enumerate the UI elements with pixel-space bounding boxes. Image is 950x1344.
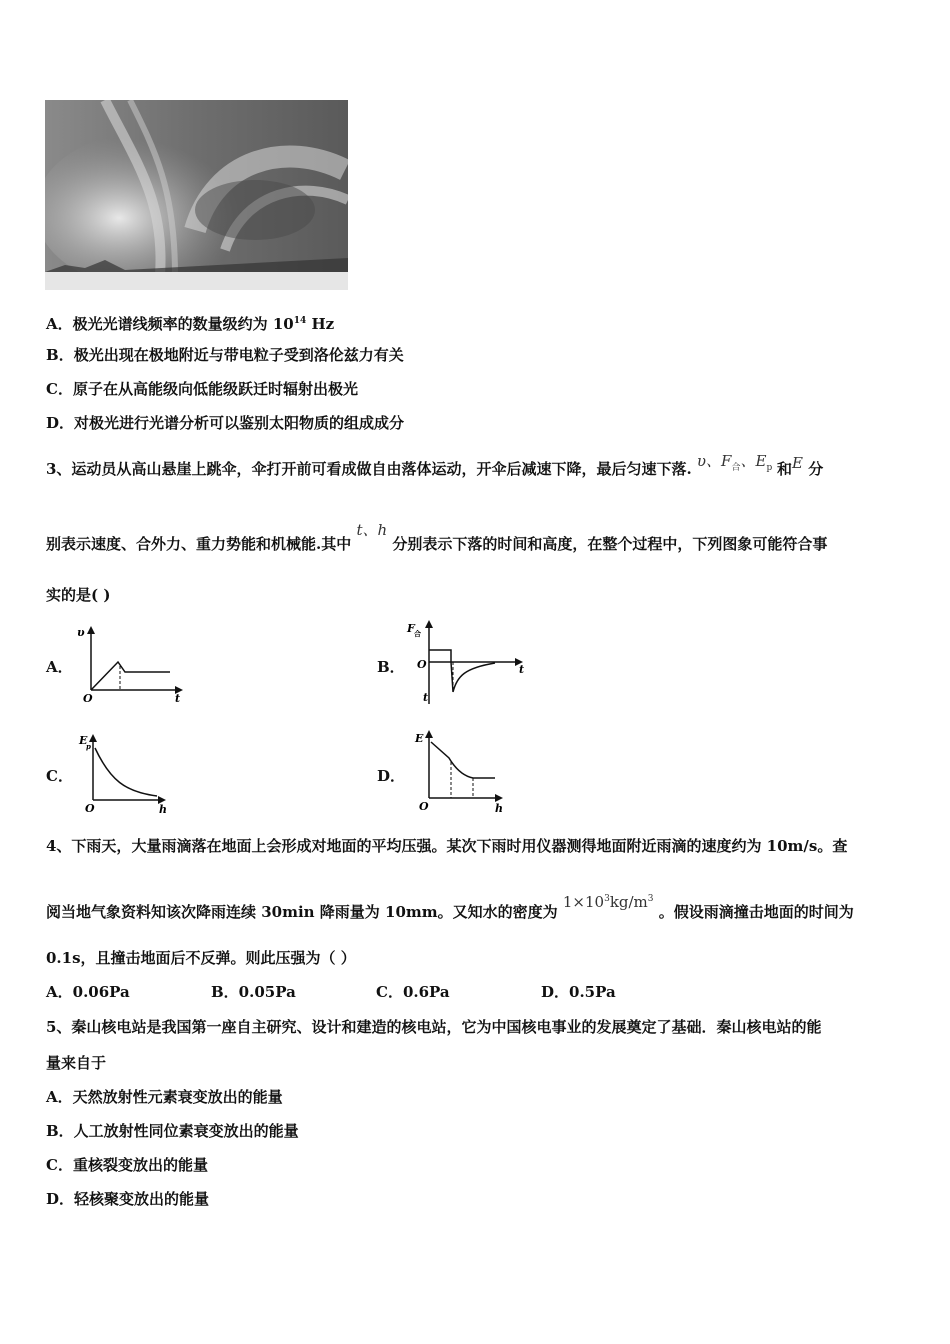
- q4-option-c: C．0.6Pa: [376, 983, 450, 1001]
- q5-option-d: D．轻核聚变放出的能量: [46, 1190, 210, 1208]
- graph-b-y-sub: 合: [414, 629, 421, 638]
- q5-stem-line1: 5、秦山核电站是我国第一座自主研究、设计和建造的核电站，它为中国核电事业的发展奠定了基础．秦山核电站的能: [46, 1018, 822, 1036]
- graph-c-y-sub: p: [86, 742, 91, 751]
- q4-option-b: B．0.05Pa: [211, 983, 296, 1001]
- graph-b-x-label: t: [519, 663, 525, 676]
- q4-stem-line1: 4、下雨天，大量雨滴落在地面上会形成对地面的平均压强。某次下雨时用仪器测得地面附近雨滴的速度约为 10m/s。查: [46, 837, 848, 855]
- q3-stem-line2: 别表示速度、合外力、重力势能和机械能.其中 t、h 分别表示下落的时间和高度，在整个过程中，下列图象可能符合事: [46, 521, 828, 553]
- q3-option-a-label: A．: [46, 658, 73, 676]
- graph-d-origin: O: [419, 800, 429, 813]
- q4-stem-line2: 阅当地气象资料知该次降雨连续 30min 降雨量为 10mm。又知水的密度为 $1\times 10^3kg/m^3$ 。假设雨滴撞击地面的时间为: [46, 893, 854, 921]
- q4-answers: [46, 982, 616, 1002]
- graph-c-origin: O: [85, 802, 95, 815]
- graph-a-origin: O: [83, 692, 93, 704]
- density-value: $1\times 10^3kg/m^3$: [562, 893, 654, 911]
- q5-option-b: B．人工放射性同位素衰变放出的能量: [46, 1122, 299, 1140]
- q2-option-d: D．对极光进行光谱分析可以鉴别太阳物质的组成成分: [46, 414, 405, 432]
- graph-b-origin: O: [417, 658, 427, 671]
- aurora-photo: [45, 100, 348, 290]
- q3-stem-line1: 3、运动员从高山悬崖上跳伞，伞打开前可看成做自由落体运动，开伞后减速下降，最后匀速下落. υ、$F_合$、$E_p$ 和E 分: [46, 452, 824, 478]
- graph-b-extra-label: t: [423, 691, 429, 704]
- q2-option-a: A．极光光谱线频率的数量级约为 $10^{14}$ Hz: [46, 315, 335, 333]
- q3-option-d-label: D．: [377, 767, 406, 785]
- q3-stem-line3: 实的是( ): [46, 586, 111, 604]
- graph-c-potential-energy-height: [75, 730, 175, 815]
- q3-option-c-label: C．: [46, 767, 73, 785]
- q4-option-d: D．0.5Pa: [541, 983, 616, 1001]
- q5-option-a: A．天然放射性元素衰变放出的能量: [46, 1088, 283, 1106]
- q5-option-c: C．重核裂变放出的能量: [46, 1156, 208, 1174]
- graph-b-y-label: F: [407, 622, 415, 635]
- graph-c-y-label: E: [79, 734, 88, 747]
- graph-b-force-time: [405, 618, 530, 706]
- q3-option-b-label: B．: [377, 658, 405, 676]
- graph-a-velocity-time: [75, 622, 190, 704]
- graph-a-y-label: υ: [77, 626, 85, 639]
- graph-d-x-label: h: [495, 802, 503, 815]
- graph-d-mechanical-energy-height: [405, 728, 510, 815]
- graph-d-y-label: E: [415, 732, 424, 745]
- q2-option-b: B．极光出现在极地附近与带电粒子受到洛伦兹力有关: [46, 346, 404, 364]
- graph-a-x-label: t: [175, 692, 181, 704]
- q2-option-c: C．原子在从高能级向低能级跃迁时辐射出极光: [46, 380, 358, 398]
- q4-stem-line3: 0.1s，且撞击地面后不反弹。则此压强为（ ）: [46, 949, 356, 967]
- graph-c-x-label: h: [159, 803, 167, 815]
- q5-stem-line2: 量来自于: [46, 1054, 107, 1072]
- q4-option-a: A．0.06Pa: [46, 983, 130, 1001]
